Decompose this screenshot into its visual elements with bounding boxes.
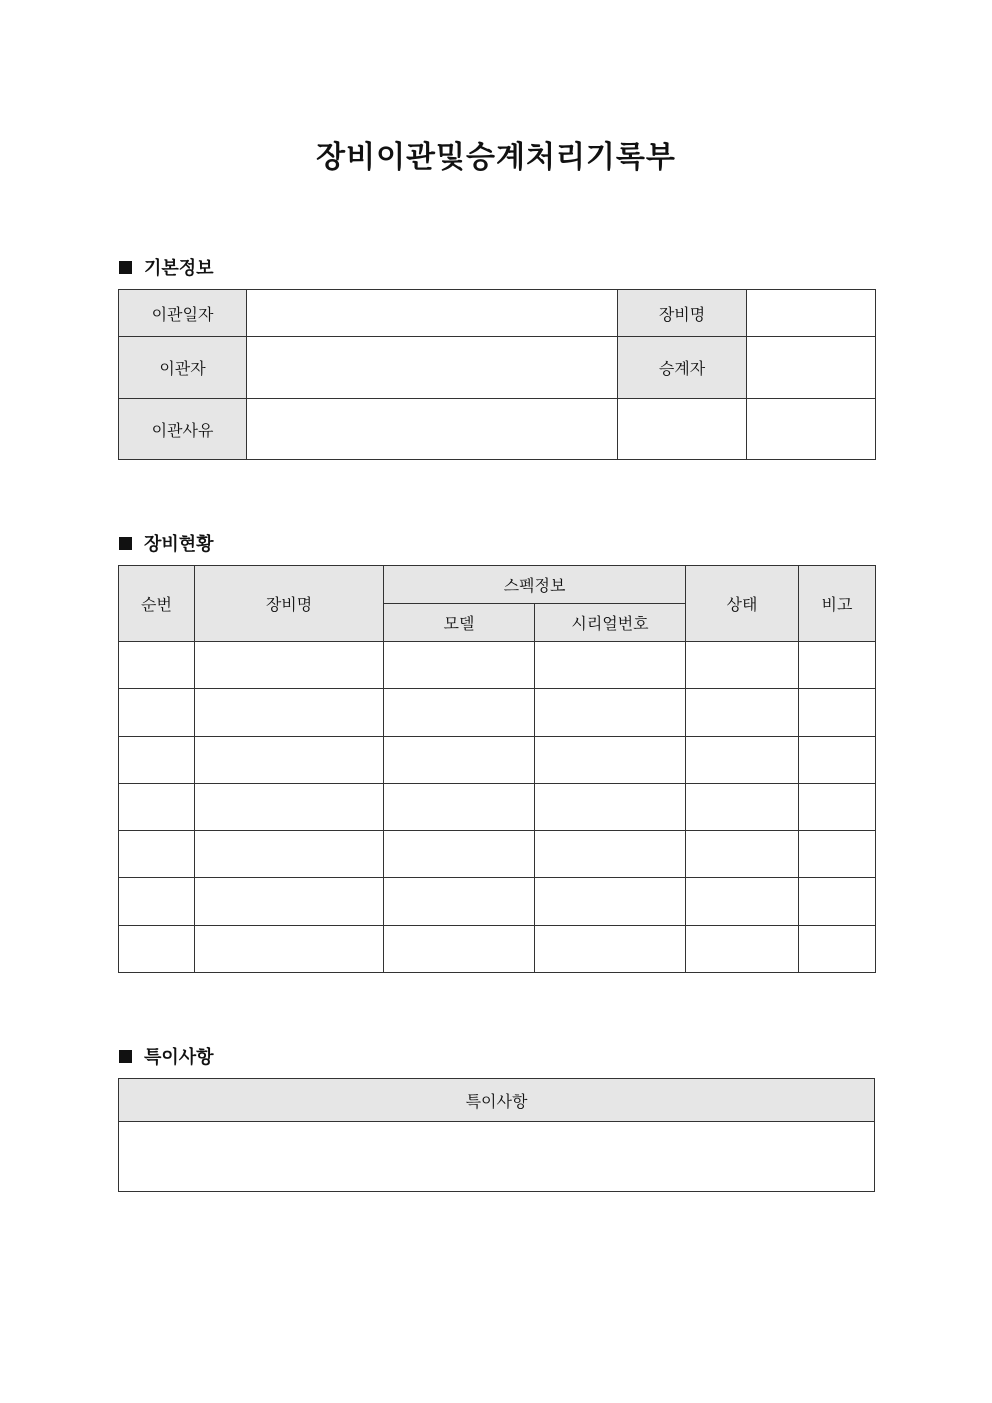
column-header-model: 모델 — [384, 604, 535, 642]
status-cell[interactable] — [686, 784, 799, 831]
status-cell[interactable] — [686, 878, 799, 926]
seq-cell[interactable] — [119, 642, 195, 689]
seq-cell[interactable] — [119, 831, 195, 878]
table-row — [119, 642, 876, 689]
square-bullet-icon — [119, 537, 132, 550]
name-cell[interactable] — [195, 784, 384, 831]
successor-field[interactable] — [747, 337, 876, 399]
section-heading-equipment-status — [119, 530, 214, 556]
column-header-spec: 스펙정보 — [384, 566, 686, 604]
name-cell[interactable] — [195, 926, 384, 973]
column-header-status: 상태 — [686, 566, 799, 642]
serial-cell[interactable] — [535, 737, 686, 784]
model-cell[interactable] — [384, 689, 535, 737]
equipment-status-table — [118, 565, 876, 973]
name-cell[interactable] — [195, 878, 384, 926]
equipment-name-field[interactable] — [747, 290, 876, 337]
status-cell[interactable] — [686, 689, 799, 737]
note-cell[interactable] — [799, 784, 876, 831]
column-header-seq: 순번 — [119, 566, 195, 642]
table-row — [119, 926, 876, 973]
remarks-header: 특이사항 — [119, 1079, 875, 1122]
section-heading-remarks — [119, 1043, 214, 1069]
note-cell[interactable] — [799, 689, 876, 737]
status-cell[interactable] — [686, 737, 799, 784]
model-cell[interactable] — [384, 642, 535, 689]
status-cell[interactable] — [686, 926, 799, 973]
section-heading-basic-info — [119, 254, 214, 280]
section-heading-text: 기본정보 — [144, 258, 214, 279]
serial-cell[interactable] — [535, 784, 686, 831]
status-cell[interactable] — [686, 642, 799, 689]
serial-cell[interactable] — [535, 689, 686, 737]
seq-cell[interactable] — [119, 878, 195, 926]
note-cell[interactable] — [799, 878, 876, 926]
square-bullet-icon — [119, 261, 132, 274]
name-cell[interactable] — [195, 642, 384, 689]
serial-cell[interactable] — [535, 926, 686, 973]
name-cell[interactable] — [195, 689, 384, 737]
remarks-field[interactable] — [119, 1122, 875, 1192]
table-row — [119, 878, 876, 926]
model-cell[interactable] — [384, 737, 535, 784]
document-title: 장비이관및승계처리기록부 — [316, 140, 676, 175]
basic-info-table — [118, 289, 876, 460]
model-cell[interactable] — [384, 926, 535, 973]
blank-cell[interactable] — [747, 399, 876, 460]
column-header-serial: 시리얼번호 — [535, 604, 686, 642]
name-cell[interactable] — [195, 831, 384, 878]
transfer-reason-label: 이관사유 — [119, 399, 247, 460]
column-header-note: 비고 — [799, 566, 876, 642]
table-row — [119, 737, 876, 784]
model-cell[interactable] — [384, 878, 535, 926]
note-cell[interactable] — [799, 831, 876, 878]
model-cell[interactable] — [384, 831, 535, 878]
square-bullet-icon — [119, 1050, 132, 1063]
transfer-date-label: 이관일자 — [119, 290, 247, 337]
note-cell[interactable] — [799, 737, 876, 784]
status-cell[interactable] — [686, 831, 799, 878]
remarks-table — [118, 1078, 875, 1192]
table-row — [119, 689, 876, 737]
seq-cell[interactable] — [119, 737, 195, 784]
transferor-label: 이관자 — [119, 337, 247, 399]
note-cell[interactable] — [799, 926, 876, 973]
seq-cell[interactable] — [119, 926, 195, 973]
equipment-name-label: 장비명 — [618, 290, 747, 337]
table-row — [119, 831, 876, 878]
seq-cell[interactable] — [119, 689, 195, 737]
model-cell[interactable] — [384, 784, 535, 831]
table-row — [119, 784, 876, 831]
serial-cell[interactable] — [535, 642, 686, 689]
serial-cell[interactable] — [535, 878, 686, 926]
section-heading-text: 특이사항 — [144, 1047, 214, 1068]
seq-cell[interactable] — [119, 784, 195, 831]
blank-cell[interactable] — [618, 399, 747, 460]
successor-label: 승계자 — [618, 337, 747, 399]
transferor-field[interactable] — [247, 337, 618, 399]
serial-cell[interactable] — [535, 831, 686, 878]
section-heading-text: 장비현황 — [144, 534, 214, 555]
column-header-name: 장비명 — [195, 566, 384, 642]
transfer-reason-field[interactable] — [247, 399, 618, 460]
name-cell[interactable] — [195, 737, 384, 784]
transfer-date-field[interactable] — [247, 290, 618, 337]
note-cell[interactable] — [799, 642, 876, 689]
